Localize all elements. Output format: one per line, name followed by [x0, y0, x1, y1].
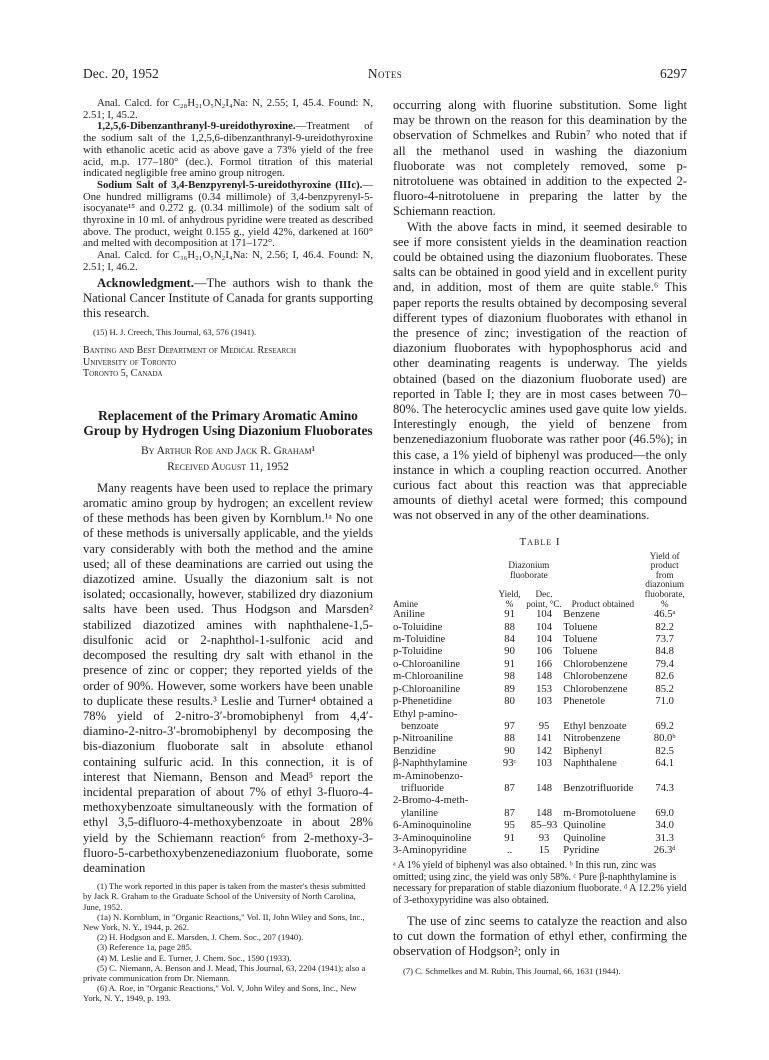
- table-row: [393, 622, 687, 634]
- table-row: [393, 808, 687, 820]
- dibenz-heading: 1,2,5,6-Dibenzanthranyl-9-ureidothyroxine.: [97, 120, 296, 133]
- cell-dec-point: 106: [536, 646, 552, 658]
- article-byline: By Arthur Roe and Jack R. Graham¹: [140, 444, 316, 457]
- table-row: [393, 696, 687, 708]
- table-row: [393, 609, 687, 621]
- cell-amine: m-Toluidine: [393, 634, 446, 646]
- cell-product-yield: 74.3: [655, 782, 674, 794]
- cell-dec-point: 148: [536, 782, 552, 794]
- acknowledgment: [83, 276, 373, 322]
- cell-yield: 84: [504, 634, 515, 646]
- cell-product: Nitrobenzene: [563, 733, 621, 745]
- cell-product: [563, 709, 642, 721]
- cell-product: Quinoline: [563, 820, 606, 832]
- cell-dec-point: [525, 795, 564, 807]
- table-row: [393, 783, 687, 795]
- cell-dec-point: 141: [536, 733, 552, 745]
- cell-amine: benzoate: [393, 720, 439, 732]
- cell-dec-point: 104: [536, 609, 552, 621]
- footnote-3: (3) Reference 1a, page 285.: [97, 942, 192, 953]
- table-body: [393, 609, 687, 857]
- cell-dec-point: 148: [536, 807, 552, 819]
- footnote-6: (6) A. Roe, in "Organic Reactions," Vol. V, John Wiley and Sons, Inc., New York, N. Y., 1949, p. 193.: [83, 983, 357, 1004]
- cell-product: Biphenyl: [563, 745, 603, 757]
- cell-product: Chlorobenzene: [563, 683, 628, 695]
- page-number: 6297: [660, 66, 687, 81]
- cell-dec-point: 85–93: [530, 820, 558, 832]
- cell-amine: p-Toluidine: [393, 646, 443, 658]
- cell-amine: ylaniline: [393, 807, 439, 819]
- cell-amine: o-Toluidine: [393, 621, 443, 633]
- cell-product-yield: [642, 709, 687, 721]
- table-footnotes: ᵃ A 1% yield of biphenyl was also obtained. ᵇ In this run, zinc was omitted; using zinc, the yield was only 58%. ᶜ Pure β-naphthylamine is necessary for preparation of stable diazonium fluoborate. ᵈ A 12.2% yield of 3-ethoxypyridine was also obtained.: [393, 860, 687, 906]
- cell-product-yield: 82.2: [655, 621, 674, 633]
- cell-yield: 98: [504, 671, 515, 683]
- table-row: [393, 733, 687, 745]
- cell-product-yield: 64.1: [655, 758, 674, 770]
- cell-amine: β-Naphthylamine: [393, 758, 468, 770]
- cell-product: Phenetole: [563, 696, 606, 708]
- paragraph-3: The use of zinc seems to catalyze the reaction and also to cut down the formation of ethyl ether, confirming the observation of Hodgson²; only in: [393, 914, 687, 959]
- group-header-diazonium: Diazonium fluoborate: [508, 560, 550, 580]
- cell-yield: ..: [506, 844, 513, 856]
- cell-product: Toluene: [563, 634, 598, 646]
- cell-product: Quinoline: [563, 832, 606, 844]
- benzpyrenyl-body: —One hundred milligrams (0.34 millimole) of 3,4-benzpyrenyl-5-isocyanate¹⁵ and 0.272 g. (0.34 millimole) of the sodium salt of thyroxine in 10 ml. of anhydrous pyridine were treated as described above. The product, weight 0.155 g., yield 42%, darkened at 160° and melted with decomposition at 171–172°.: [83, 178, 373, 250]
- col-header-dec-point: Dec. point, °C.: [526, 589, 562, 609]
- affiliation-line-1: Banting and Best Department of Medical Research: [83, 345, 297, 357]
- cell-amine: Ethyl p-amino-: [393, 708, 458, 720]
- cell-amine: o-Chloroaniline: [393, 658, 461, 670]
- received-date: Received August 11, 1952: [167, 460, 289, 473]
- footnote-2: (2) H. Hodgson and E. Marsden, J. Chem. Soc., 207 (1940).: [97, 932, 304, 943]
- left-column: [83, 98, 373, 1004]
- cell-amine: 2-Bromo-4-meth-: [393, 795, 469, 807]
- cell-amine: m-Chloroaniline: [393, 671, 464, 683]
- analysis-2: Anal. Calcd. for C₃₆H₂₁O₅N₂I₄Na: N, 2.56; I, 46.4. Found: N, 2.51; I, 46.2.: [83, 249, 373, 273]
- cell-yield: 95: [504, 820, 515, 832]
- cell-amine: m-Aminobenzo-: [393, 770, 464, 782]
- footnote-15: (15) H. J. Creech, This Journal, 63, 576 (1941).: [93, 327, 257, 338]
- cell-yield: [494, 771, 524, 783]
- cell-dec-point: 148: [536, 671, 552, 683]
- cell-dec-point: 153: [536, 683, 552, 695]
- table-row: [393, 833, 687, 845]
- cell-yield: 91: [504, 609, 515, 621]
- results-table: [393, 552, 687, 858]
- cell-dec-point: 103: [536, 696, 552, 708]
- cell-dec-point: 95: [538, 720, 550, 732]
- cell-yield: [494, 709, 524, 721]
- cell-product: [563, 795, 642, 807]
- page-header: [83, 66, 687, 82]
- cell-product-yield: 84.8: [655, 646, 674, 658]
- cell-yield: [494, 795, 524, 807]
- cell-amine: p-Nitroaniline: [393, 733, 454, 745]
- table-row: [393, 659, 687, 671]
- table-row: [393, 671, 687, 683]
- cell-product-yield: 69.0: [655, 807, 674, 819]
- table-row: [393, 709, 687, 721]
- cell-dec-point: 104: [536, 634, 552, 646]
- col-header-product: Product obtained: [571, 598, 635, 609]
- acknowledgment-body: —The authors wish to thank the National Cancer Institute of Canada for grants supporting this research.: [83, 275, 373, 320]
- col-header-amine: Amine: [393, 598, 419, 609]
- paragraph-2: With the above facts in mind, it seemed desirable to see if more consistent yields in the deamination reaction could be obtained using the diazonium fluoborates. These salts can be obtained in good yield and in excellent purity and, in addition, most of them are quite stable.⁶ This paper reports the results obtained by decomposing several different types of diazonium fluoborates with ethanol in the presence of zinc; investigation of the reaction of diazonium fluoborates with hypophosphorus acid and other deaminating reagents is underway. The yields obtained (based on the diazonium fluoborate used) are reported in Table I; they are in most cases between 70–80%. The heterocyclic amines used gave quite low yields. Interestingly enough, the yield of benzene from benzenediazonium fluoborate was rather poor (46.5%); in this case, a 1% yield of biphenyl was produced—the only instance in which a coupling reaction occurred. Another curious fact about this reaction was that appreciable amounts of diethyl acetal were formed; this compound was not observed in any of the other deaminations.: [393, 219, 687, 523]
- cell-product-yield: 46.5ᵃ: [653, 609, 676, 621]
- cell-product-yield: [642, 795, 687, 807]
- cell-product: Chlorobenzene: [563, 658, 628, 670]
- cell-dec-point: [525, 771, 564, 783]
- cell-product: Naphthalene: [563, 758, 617, 770]
- table-row: [393, 746, 687, 758]
- cell-product: Ethyl benzoate: [563, 720, 627, 732]
- cell-amine: p-Phenetidine: [393, 696, 452, 708]
- footnote-4: (4) M. Leslie and E. Turner, J. Chem. Soc., 1590 (1933).: [97, 952, 292, 963]
- dibenz-body: —Treatment of the sodium salt of the 1,2,5,6-dibenzanthranyl-9-ureidothyroxine with ethanolic acetic acid as above gave a 73% yield of the free acid, m.p. 177–180° (dec.). Formol titration of this material indicated negligible free amino group nitrogen.: [83, 120, 373, 180]
- cell-yield: 91: [504, 832, 515, 844]
- affiliation-line-3: Toronto 5, Canada: [83, 368, 163, 380]
- cell-product-yield: 31.3: [655, 832, 674, 844]
- paragraph-benzpyrenyl: [83, 180, 373, 250]
- cell-amine: Benzidine: [393, 745, 436, 757]
- cell-dec-point: 166: [536, 658, 552, 670]
- cell-amine: p-Chloroaniline: [393, 683, 461, 695]
- cell-product-yield: 71.0: [655, 696, 674, 708]
- cell-dec-point: 93: [538, 832, 550, 844]
- cell-yield: 87: [504, 807, 515, 819]
- article-body: Many reagents have been used to replace the primary aromatic amino group by hydrogen; an excellent review of these methods has been given by Kornblum.¹ᵃ No one of these methods is universally applicable, and the yields vary considerably with both the method and the amine used; all of these deaminations are carried out using the diazotized amine. Usually the diazonium salt is not isolated; occasionally, however, stabilized dry diazonium salts have been used. Thus Hodgson and Marsden² stabilized diazotized amines with naphthalene-1,5-disulfonic acid or 2-naphthol-1-sulfonic acid and decomposed the resulting dry salt with ethanol in the presence of zinc or copper; they reported yields of the order of 90%. However, some workers have been unable to duplicate these results.³ Leslie and Turner⁴ obtained a 78% yield of 2-nitro-3′-bromobiphenyl from 4,4′-diamino-2-nitro-3′-bromobiphenyl by decomposing the bis-diazonium fluoborate salt in absolute ethanol containing sulfuric acid. In this connection, it is of interest that Niemann, Benson and Mead⁵ report the incidental preparation of about 7% of ethyl 3-fluoro-4-methoxybenzoate simultaneously with the formation of ethyl 3,5-difluoro-4-methoxybenzoate in about 28% yield by the Schiemann reaction⁶ from 2-methoxy-3-fluoro-5-carbethoxybenzenediazonium fluoborate, some deamination: [83, 480, 373, 875]
- cell-product-yield: 82.5: [655, 745, 674, 757]
- col-header-product-yield: Yield of product from diazonium fluoborate, %: [644, 550, 685, 609]
- table-row: [393, 771, 687, 783]
- cell-yield: 90: [504, 745, 515, 757]
- footnote-1: (1) The work reported in this paper is taken from the master's thesis submitted by Jack R. Graham to the Graduate School of the University of North Carolina, June, 1952.: [83, 881, 366, 912]
- cell-yield: 88: [504, 733, 515, 745]
- cell-product-yield: 69.2: [655, 720, 674, 732]
- cell-product: Pyridine: [563, 844, 600, 856]
- footnote-5: (5) C. Niemann, A. Benson and J. Mead, This Journal, 63, 2204 (1941); also a private communication from Dr. Niemann.: [83, 962, 366, 983]
- cell-product-yield: 34.0: [655, 820, 674, 832]
- cell-amine: 3-Aminopyridine: [393, 844, 467, 856]
- right-column: [393, 98, 687, 976]
- cell-product-yield: 85.2: [655, 683, 674, 695]
- cell-product-yield: 73.7: [655, 634, 674, 646]
- cell-yield: 89: [504, 683, 515, 695]
- cell-product: Benzotrifluoride: [563, 782, 634, 794]
- affiliation-line-2: University of Toronto: [83, 356, 177, 368]
- cell-product: [563, 771, 642, 783]
- cell-yield: 97: [504, 720, 515, 732]
- affiliation: [83, 345, 373, 380]
- cell-amine: Aniline: [393, 609, 425, 621]
- paragraph-dibenz: [83, 121, 373, 180]
- table-row: [393, 820, 687, 832]
- table-row: [393, 684, 687, 696]
- header-date: Dec. 20, 1952: [83, 66, 159, 81]
- cell-dec-point: 15: [538, 844, 550, 856]
- table-row: [393, 758, 687, 770]
- col-header-yield: Yield, %: [498, 589, 521, 609]
- cell-product-yield: 79.4: [655, 658, 674, 670]
- table-row: [393, 795, 687, 807]
- footnotes: [83, 881, 373, 1003]
- table-row: [393, 721, 687, 733]
- cell-yield: 90: [504, 646, 515, 658]
- header-section: Notes: [367, 66, 403, 81]
- article-title: Replacement of the Primary Aromatic Amino Group by Hydrogen Using Diazonium Fluoborates: [83, 407, 373, 439]
- table-row: [393, 646, 687, 658]
- cell-yield: 87: [504, 782, 515, 794]
- cell-yield: 93ᶜ: [502, 758, 517, 770]
- cell-amine: 3-Aminoquinoline: [393, 832, 472, 844]
- cell-product: m-Bromotoluene: [563, 807, 636, 819]
- cell-product: Toluene: [563, 621, 598, 633]
- table-row: [393, 845, 687, 857]
- analysis-1: Anal. Calcd. for C₂₈H₂₁O₅N₂I₄Na: N, 2.55; I, 45.4. Found: N, 2.51; I, 45.2.: [83, 97, 373, 121]
- benzpyrenyl-heading: Sodium Salt of 3,4-Benzpyrenyl-5-ureidothyroxine (IIIc).: [97, 178, 363, 191]
- cell-amine: trifluoride: [393, 782, 444, 794]
- cell-product-yield: 80.0ᵇ: [653, 733, 676, 745]
- acknowledgment-heading: Acknowledgment.: [97, 275, 194, 290]
- table-caption: Table I: [519, 535, 561, 548]
- cell-yield: 80: [504, 696, 515, 708]
- cell-dec-point: 142: [536, 745, 552, 757]
- cell-yield: 88: [504, 621, 515, 633]
- cell-product-yield: [642, 771, 687, 783]
- cell-dec-point: 103: [536, 758, 552, 770]
- cell-product: Chlorobenzene: [563, 671, 628, 683]
- cell-product-yield: 26.3ᵈ: [653, 844, 676, 856]
- footnote-1a: (1a) N. Kornblum, in "Organic Reactions," Vol. II, John Wiley and Sons, Inc., New York, N. Y., 1944, p. 262.: [83, 911, 365, 932]
- cell-product: Benzene: [563, 609, 600, 621]
- footnote-7: (7) C. Schmelkes and M. Rubin, This Journal, 66, 1631 (1944).: [403, 965, 621, 976]
- cell-product-yield: 82.6: [655, 671, 674, 683]
- cell-dec-point: [525, 709, 564, 721]
- cell-dec-point: 104: [536, 621, 552, 633]
- cell-yield: 91: [504, 658, 515, 670]
- table-row: [393, 634, 687, 646]
- paragraph-1: occurring along with fluorine substitution. Some light may be thrown on the reason for this deamination by the observation of Schmelkes and Rubin⁷ who noted that if all the methanol used in washing the diazonium fluoborate was not completely removed, some p-nitrotoluene was obtained in addition to the expected 2-fluoro-4-nitrotoluene in preparing the latter by the Schiemann reaction.: [393, 98, 687, 219]
- cell-amine: 6-Aminoquinoline: [393, 820, 472, 832]
- cell-product: Toluene: [563, 646, 598, 658]
